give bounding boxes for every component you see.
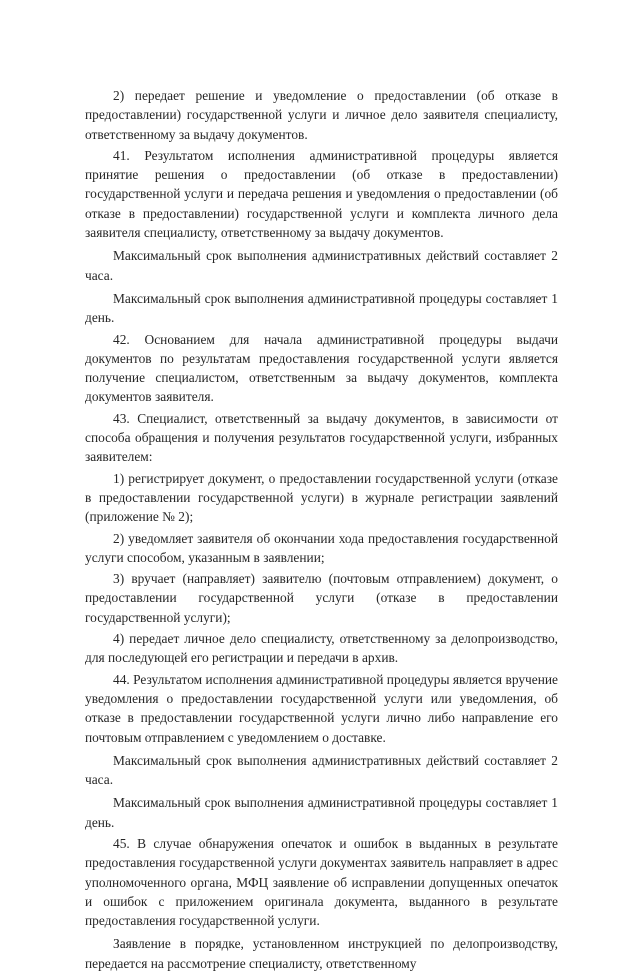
paragraph-42: 42. Основанием для начала административной процедуры выдачи документов по результатам предоставления государственной услуги является получение специалистом, ответственным за выдачу документов, комплекта документов заявителя.	[85, 331, 558, 405]
paragraph-44-max-procedure-time: Максимальный срок выполнения административной процедуры составляет 1 день.	[85, 795, 558, 830]
paragraph-44: 44. Результатом исполнения административной процедуры является вручение уведомления о предоставлении государственной услуги или уведомления, об отказе в предоставлении государственной услуги лично либо направление его почтовым отправлением с уведомлением о доставке.	[85, 671, 558, 745]
paragraph-43-item-4: 4) передает личное дело специалисту, ответственному за делопроизводство, для последующей его регистрации и передачи в архив.	[85, 631, 558, 666]
paragraph-43: 43. Специалист, ответственный за выдачу документов, в зависимости от способа обращения и получения результатов государственной услуги, избранных заявителем:	[85, 410, 558, 465]
paragraph-45: 45. В случае обнаружения опечаток и ошибок в выданных в результате предоставления государственной услуги документах заявитель направляет в адрес уполномоченного органа, МФЦ заявление об исправлении допущенных опечаток и ошибок с приложением оригинала документа, выданного в результате предоставления государственной услуги.	[85, 835, 558, 929]
paragraph-40-item-2: 2) передает решение и уведомление о предоставлении (об отказе в предоставлении) государственной услуги и личное дело заявителя специалисту, ответственному за выдачу документов.	[85, 88, 558, 142]
paragraph-43-item-1: 1) регистрирует документ, о предоставлении государственной услуги (отказе в предоставлении государственной услуги) в журнале регистрации заявлений (приложение № 2);	[85, 470, 558, 525]
paragraph-45-continuation: Заявление в порядке, установленном инструкцией по делопроизводству, передается на рассмотрение специалисту, ответственному	[85, 936, 558, 971]
paragraph-43-item-2: 2) уведомляет заявителя об окончании хода предоставления государственной услуги способом, указанным в заявлении;	[85, 530, 558, 565]
document-body	[85, 86, 558, 973]
paragraph-41: 41. Результатом исполнения административной процедуры является принятие решения о предоставлении (об отказе в предоставлении) государственной услуги и передача решения и уведомления о предоставлении (об отказе в предоставлении) государственной услуги и комплекта личного дела заявителя специалисту, ответственному за выдачу документов.	[85, 147, 558, 241]
paragraph-41-max-actions-time: Максимальный срок выполнения административных действий составляет 2 часа.	[85, 248, 558, 283]
paragraph-44-max-actions-time: Максимальный срок выполнения административных действий составляет 2 часа.	[85, 752, 558, 788]
paragraph-43-item-3: 3) вручает (направляет) заявителю (почтовым отправлением) документ, о предоставлении государственной услуги (отказе в предоставлении государственной услуги);	[85, 571, 558, 625]
paragraph-41-max-procedure-time: Максимальный срок выполнения административной процедуры составляет 1 день.	[85, 290, 558, 326]
